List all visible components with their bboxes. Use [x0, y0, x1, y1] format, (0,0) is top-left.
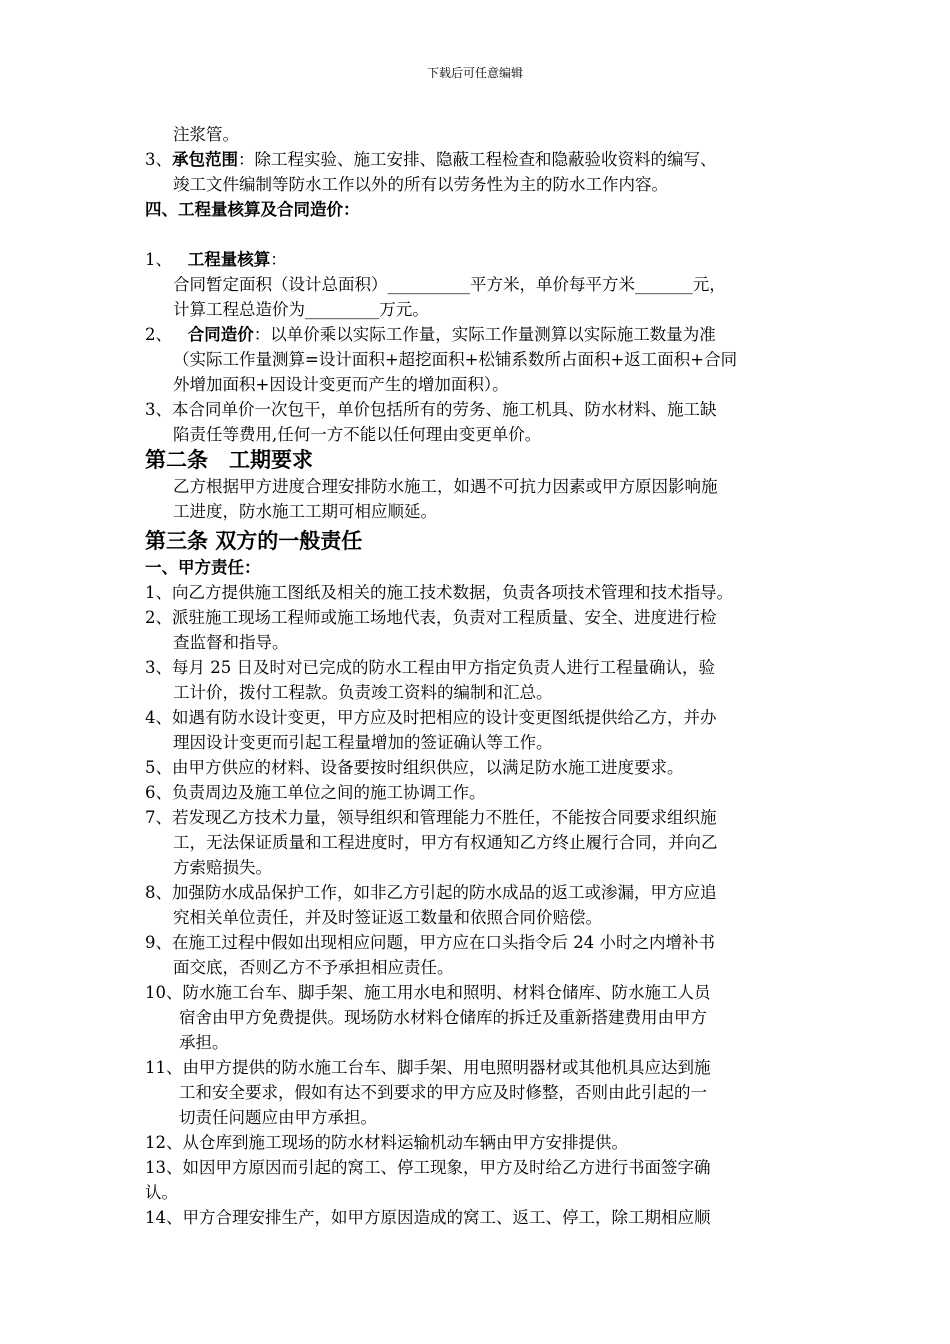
text-line: 1、向乙方提供施工图纸及相关的施工技术数据，负责各项技术管理和技术指导。	[145, 583, 733, 602]
text-line: 乙方根据甲方进度合理安排防水施工，如遇不可抗力因素或甲方原因影响施	[173, 477, 718, 496]
clause-number: 2、	[145, 325, 172, 344]
clause-label: 承包范围	[172, 150, 238, 169]
article-heading: 第二条 工期要求	[145, 448, 313, 472]
clause-label: 工程量核算	[187, 250, 271, 269]
text-line: 工计价，拨付工程款。负责竣工资料的编制和汇总。	[173, 683, 553, 702]
text-line: 方索赔损失。	[173, 858, 272, 877]
text-colon: ：	[270, 250, 287, 269]
list-item	[145, 1205, 811, 1230]
text-line: 2、派驻施工现场工程师或施工场地代表，负责对工程质量、安全、进度进行检	[145, 608, 717, 627]
text-line: 11、由甲方提供的防水施工台车、脚手架、用电照明器材或其他机具应达到施	[145, 1058, 711, 1077]
text-line: ：以单价乘以实际工作量，实际工作量测算以实际施工数量为准	[253, 325, 716, 344]
list-item	[145, 930, 811, 980]
clause-scope	[145, 147, 811, 172]
list-item	[145, 880, 811, 930]
article-heading: 第三条 双方的一般责任	[145, 529, 363, 553]
text-line: （实际工作量测算=设计面积+超挖面积+松铺系数所占面积+返工面积+合同	[173, 350, 738, 369]
text-line: 3、每月 25 日及时对已完成的防水工程由甲方指定负责人进行工程量确认，验	[145, 658, 715, 677]
text-line: 9、在施工过程中假如出现相应问题，甲方应在口头指令后 24 小时之内增补书	[145, 933, 715, 952]
text-line: 14、甲方合理安排生产，如甲方原因造成的窝工、返工、停工，除工期相应顺	[145, 1208, 711, 1227]
page-header: 下载后可任意编辑	[426, 66, 523, 80]
list-item	[145, 580, 811, 605]
text-line: 6、负责周边及施工单位之间的施工协调工作。	[145, 783, 486, 802]
text-line: 理因设计变更而引起工程量增加的签证确认等工作。	[173, 733, 553, 752]
text-line: 注浆管。	[173, 125, 239, 144]
text-line: 查监督和指导。	[173, 633, 289, 652]
list-item	[145, 1055, 811, 1130]
list-item	[145, 1155, 811, 1205]
text-line: 4、如遇有防水设计变更，甲方应及时把相应的设计变更图纸提供给乙方，并办	[145, 708, 717, 727]
text-line: 陷责任等费用,任何一方不能以任何理由变更单价。	[173, 425, 542, 444]
list-item	[145, 755, 811, 780]
subsection-heading: 一、甲方责任：	[145, 558, 261, 577]
text-line: 8、加强防水成品保护工作，如非乙方引起的防水成品的返工或渗漏，甲方应追	[145, 883, 717, 902]
text-line: 承担。	[179, 1033, 229, 1052]
section-heading: 四、工程量核算及合同造价：	[145, 200, 360, 219]
list-item	[145, 1130, 811, 1155]
list-item	[145, 805, 811, 880]
list-item	[145, 705, 811, 755]
list-item	[145, 655, 811, 705]
text-line: 13、如因甲方原因而引起的窝工、停工现象，甲方及时给乙方进行书面签字确	[145, 1158, 711, 1177]
clause-quantity	[145, 247, 811, 272]
text-line: 竣工文件编制等防水工作以外的所有以劳务性为主的防水工作内容。	[173, 175, 668, 194]
text-line: 宿舍由甲方免费提供。现场防水材料仓储库的拆迁及重新搭建费用由甲方	[179, 1008, 707, 1027]
list-item	[145, 980, 811, 1055]
clause-price	[145, 322, 811, 347]
clause-number: 1、	[145, 250, 172, 269]
text-line: 3、本合同单价一次包干，单价包括所有的劳务、施工机具、防水材料、施工缺	[145, 400, 717, 419]
text-line: 工和安全要求，假如有达不到要求的甲方应及时修整，否则由此引起的一	[179, 1083, 707, 1102]
text-line: 10、防水施工台车、脚手架、施工用水电和照明、材料仓储库、防水施工人员	[145, 983, 711, 1002]
list-item	[145, 605, 811, 655]
text-line: 5、由甲方供应的材料、设备要按时组织供应，以满足防水施工进度要求。	[145, 758, 684, 777]
text-line: 12、从仓库到施工现场的防水材料运输机动车辆由甲方安排提供。	[145, 1133, 628, 1152]
text-line: 究相关单位责任，并及时签证返工数量和依照合同价赔偿。	[173, 908, 602, 927]
text-line: 工，无法保证质量和工程进度时，甲方有权通知乙方终止履行合同，并向乙	[173, 833, 718, 852]
text-line: 认。	[145, 1183, 178, 1202]
list-item	[145, 780, 811, 805]
clause-label: 合同造价	[187, 325, 254, 344]
text-line: 外增加面积+因设计变更而产生的增加面积）。	[173, 375, 509, 394]
text-line: 切责任问题应由甲方承担。	[179, 1108, 377, 1127]
document-body	[145, 122, 811, 1230]
text-line: 计算工程总造价为_________万元。	[173, 300, 429, 319]
clause-number: 3、	[145, 150, 172, 169]
text-line: ：除工程实验、施工安排、隐蔽工程检查和隐蔽验收资料的编写、	[238, 150, 717, 169]
text-line: 合同暂定面积（设计总面积）__________平方米，单价每平方米_______元，	[173, 275, 726, 294]
text-line: 面交底，否则乙方不予承担相应责任。	[173, 958, 454, 977]
text-line: 工进度，防水施工工期可相应顺延。	[173, 502, 437, 521]
text-line: 7、若发现乙方技术力量，领导组织和管理能力不胜任，不能按合同要求组织施	[145, 808, 717, 827]
